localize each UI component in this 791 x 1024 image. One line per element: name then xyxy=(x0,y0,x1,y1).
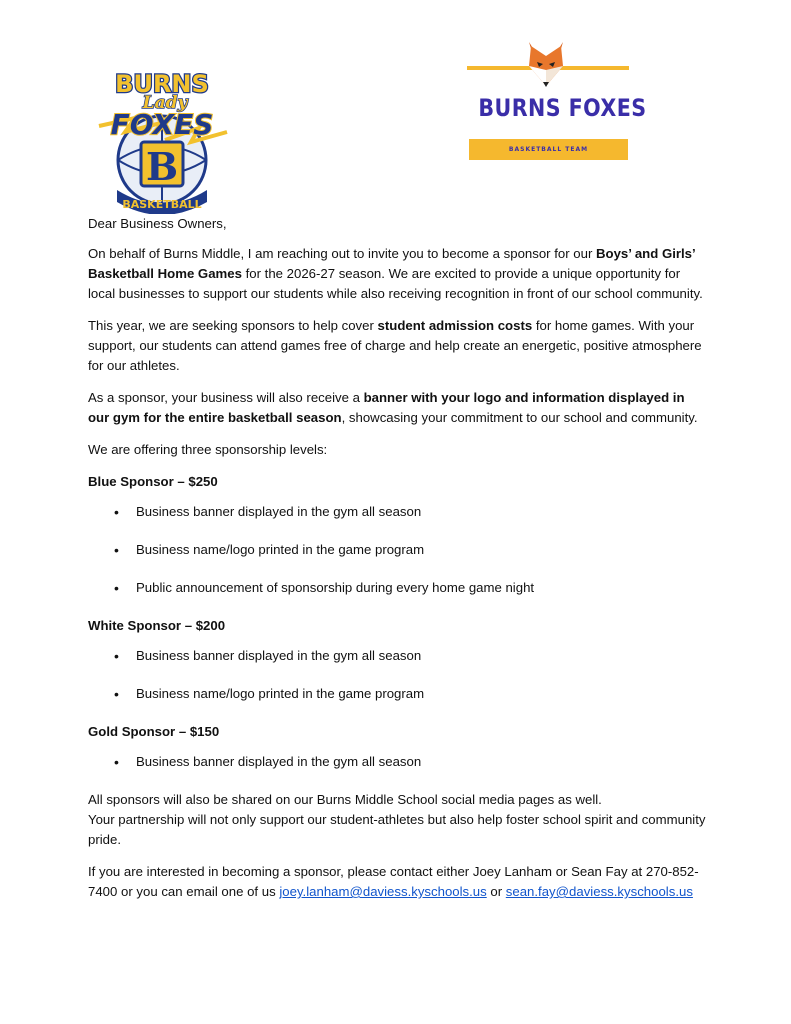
highlight-banner: banner with your logo and information displayed in our gym for the entire basketball season xyxy=(88,390,685,425)
intro-paragraph: On behalf of Burns Middle, I am reaching out to invite you to become a sponsor for our Boys’ and Girls’ Basketball Home Games for the 2026-27 season. We are excited to provide a unique opportunity for local businesses to support our students while also receiving recognition in front of our school community. xyxy=(88,246,703,301)
logo-subtitle: BASKETBALL TEAM xyxy=(508,146,589,153)
gold-sponsor-benefits xyxy=(88,752,708,772)
fox-head-icon xyxy=(521,40,571,90)
contact-paragraph: If you are interested in becoming a sponsor, please contact either Joey Lanham or Sean Fay at 270-852-7400 or you can email one of us joey.lanham@daviess.kyschools.us or sean.fay@daviess.kyschools.us xyxy=(88,864,699,899)
email-link-joey[interactable]: joey.lanham@daviess.kyschools.us xyxy=(279,884,487,899)
white-sponsor-benefits xyxy=(88,646,708,704)
letter-body xyxy=(88,214,708,914)
blue-sponsor-heading: Blue Sponsor – $250 xyxy=(88,474,218,489)
list-item: • Public announcement of sponsorship during every home game night xyxy=(88,578,708,598)
greeting: Dear Business Owners, xyxy=(88,216,227,231)
logo-b-letter: B xyxy=(145,144,179,189)
closing-social: All sponsors will also be shared on our Burns Middle School social media pages as well. xyxy=(88,792,602,807)
white-sponsor-heading: White Sponsor – $200 xyxy=(88,618,226,633)
logo-lady-text: Lady xyxy=(142,93,188,113)
admission-paragraph: This year, we are seeking sponsors to help cover student admission costs for home games. With your support, our students can attend games free of charge and help create an energetic, positive atmosphere for our athletes. xyxy=(88,318,702,373)
logo-burns-text: BURNS xyxy=(115,70,209,98)
burns-lady-foxes-logo xyxy=(95,62,230,214)
closing-partnership: Your partnership will not only support our student-athletes but also help foster school spirit and community pride. xyxy=(88,812,706,847)
logo-title: BURNS FOXES xyxy=(478,94,647,122)
logo-subtitle-bar xyxy=(469,139,628,160)
banner-paragraph: As a sponsor, your business will also receive a banner with your logo and information displayed in our gym for the entire basketball season, showcasing your commitment to our school and community. xyxy=(88,390,698,425)
burns-foxes-logo xyxy=(467,38,647,162)
logo-foxes-text: FOXES xyxy=(110,108,214,141)
list-item: • Business banner displayed in the gym all season xyxy=(88,752,708,772)
highlight-home-games: Boys’ and Girls’ Basketball Home Games xyxy=(88,246,695,281)
list-item: • Business banner displayed in the gym all season xyxy=(88,646,708,666)
list-item: • Business name/logo printed in the game program xyxy=(88,540,708,560)
email-link-sean[interactable]: sean.fay@daviess.kyschools.us xyxy=(505,884,693,899)
gold-sponsor-heading: Gold Sponsor – $150 xyxy=(88,724,220,739)
highlight-admission: student admission costs xyxy=(377,318,533,333)
blue-sponsor-benefits xyxy=(88,502,708,598)
list-item: • Business banner displayed in the gym all season xyxy=(88,502,708,522)
logo-basketball-text: BASKETBALL xyxy=(122,198,202,211)
levels-intro: We are offering three sponsorship levels: xyxy=(88,442,328,457)
list-item: • Business name/logo printed in the game program xyxy=(88,684,708,704)
